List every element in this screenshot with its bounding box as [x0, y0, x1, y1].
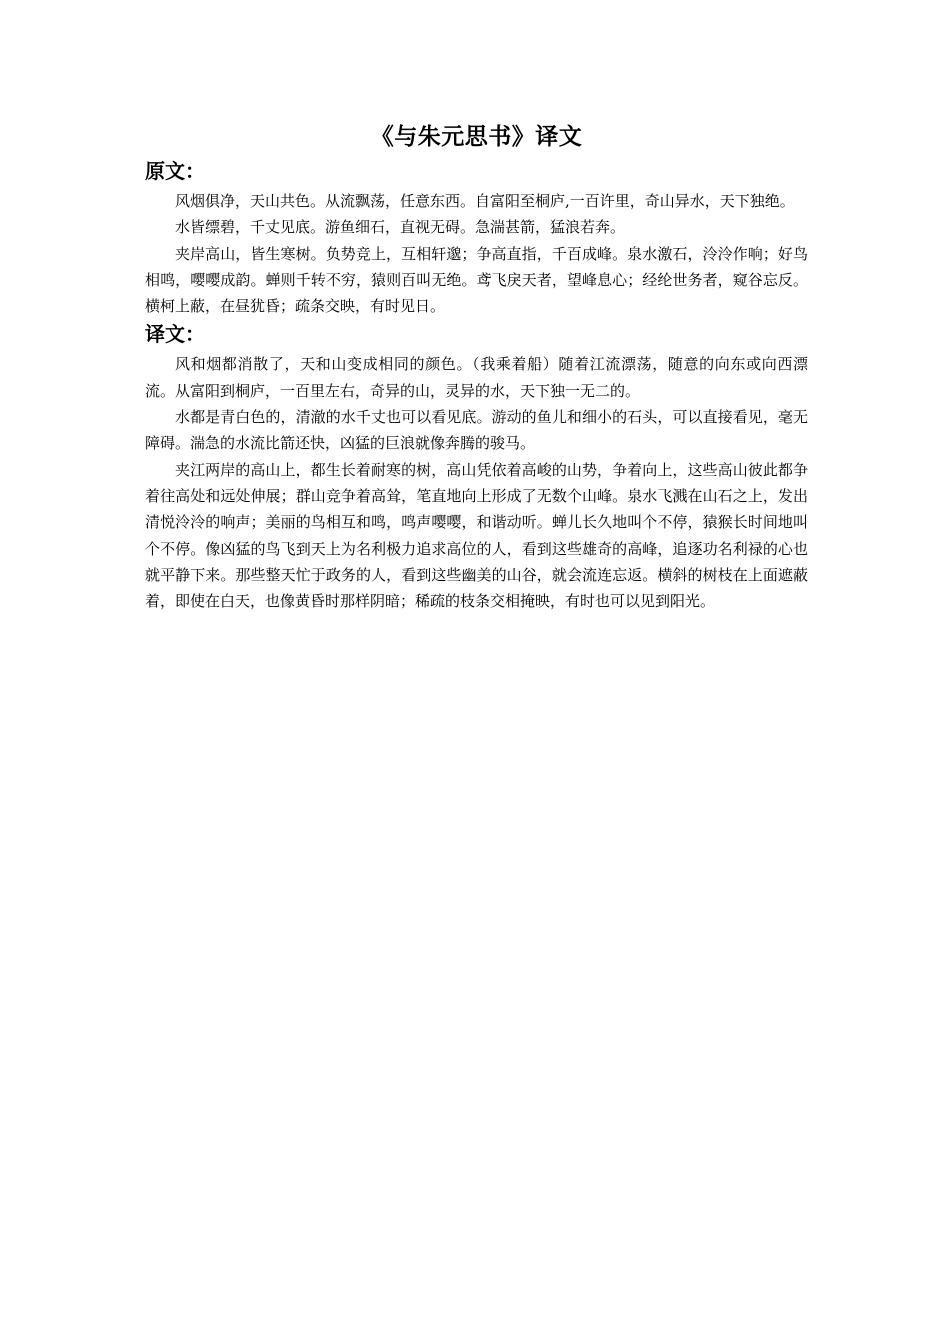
section-translation [145, 319, 808, 614]
translation-paragraph-2: 水都是青白色的，清澈的水千丈也可以看见底。游动的鱼儿和细小的石头，可以直接看见，毫无障碍。湍急的水流比箭还快，凶猛的巨浪就像奔腾的骏马。 [145, 408, 808, 453]
section-heading-original: 原文： [145, 159, 205, 183]
original-paragraph-1: 风烟俱净，天山共色。从流飘荡，任意东西。自富阳至桐庐,一百许里，奇山异水，天下独绝。 [175, 192, 795, 210]
translation-paragraph-1: 风和烟都消散了，天和山变成相同的颜色。（我乘着船）随着江流漂荡，随意的向东或向西漂流。从富阳到桐庐，一百里左右，奇异的山，灵异的水，天下独一无二的。 [145, 355, 808, 400]
section-original-text [145, 156, 808, 319]
original-paragraph-3: 夹岸高山，皆生寒树。负势竞上，互相轩邈；争高直指，千百成峰。泉水激石，泠泠作响；好鸟相鸣，嘤嘤成韵。蝉则千转不穷，猿则百叫无绝。鸢飞戾天者，望峰息心；经纶世务者，窥谷忘反。横柯上蔽，在昼犹昏；疏条交映，有时见日。 [145, 244, 808, 316]
original-paragraph-2: 水皆缥碧，千丈见底。游鱼细石，直视无碍。急湍甚箭，猛浪若奔。 [175, 218, 626, 237]
section-heading-translation: 译文： [145, 322, 205, 347]
translation-paragraph-3: 夹江两岸的高山上，都生长着耐寒的树，高山凭依着高峻的山势，争着向上，这些高山彼此都争着往高处和远处伸展；群山竞争着高耸，笔直地向上形成了无数个山峰。泉水飞溅在山石之上，发出清悦泠泠的响声；美丽的鸟相互和鸣，鸣声嘤嘤，和谐动听。蝉儿长久地叫个不停，猿猴长时间地叫个不停。像凶猛的鸟飞到天上为名利极力追求高位的人，看到这些雄奇的高峰，追逐功名利禄的心也就平静下来。那些整天忙于政务的人，看到这些幽美的山谷，就会流连忘返。横斜的树枝在上面遮蔽着，即使在白天，也像黄昏时那样阴暗；稀疏的枝条交相掩映，有时也可以见到阳光。 [145, 460, 808, 611]
document-page [145, 118, 808, 614]
document-title: 《与朱元思书》译文 [370, 123, 583, 150]
